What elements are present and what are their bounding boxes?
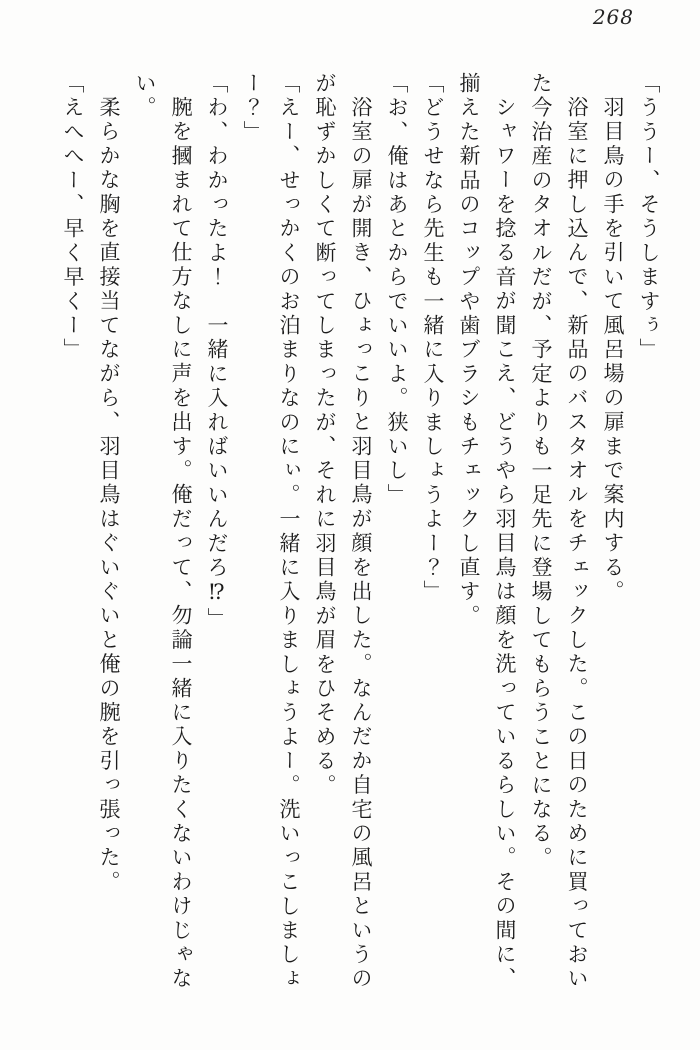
text-line: ー？」 (241, 72, 265, 145)
text-line: 柔らかな胸を直接当てながら、羽目鳥はぐいぐいと俺の腕を引っ張った。 (97, 96, 121, 895)
text-line: い。 (133, 72, 157, 121)
text-line: た今治産のタオルだが、予定よりも一足先に登場してもらうことになる。 (529, 72, 553, 871)
text-line: 「どうせなら先生も一緒に入りましょうよー？」 (421, 72, 445, 605)
text-line: 揃えた新品のコップや歯ブラシもチェックし直す。 (457, 72, 481, 629)
text-line: 「わ、わかったよ！ 一緒に入ればいいんだろ⁉」 (205, 72, 229, 632)
text-line: シャワーを捻る音が聞こえ、どうやら羽目鳥は顔を洗っているらしい。その間に、 (493, 96, 517, 992)
text-line: 「お、俺はあとからでいいよ。狭いし」 (385, 72, 409, 508)
text-block (55, 72, 667, 1012)
text-line: 腕を摑まれて仕方なしに声を出す。俺だって、勿論一緒に入りたくないわけじゃな (169, 96, 193, 992)
text-line: 「ううー、そうしますぅ」 (637, 72, 661, 363)
text-line: 羽目鳥の手を引いて風呂場の扉まで案内する。 (601, 96, 625, 605)
text-line: 「えー、せっかくのお泊まりなのにぃ。一緒に入りましょうよー。洗いっこしましょ (277, 72, 301, 992)
text-line: 浴室の扉が開き、ひょっこりと羽目鳥が顔を出した。なんだか自宅の風呂というの (349, 96, 373, 992)
text-line: 「えへへー、早く早くー」 (61, 72, 85, 363)
text-line: 浴室に押し込んで、新品のバスタオルをチェックした。この日のために買っておい (565, 96, 589, 992)
text-line: が恥ずかしくて断ってしまったが、それに羽目鳥が眉をひそめる。 (313, 72, 337, 798)
page-number: 268 (592, 5, 634, 29)
